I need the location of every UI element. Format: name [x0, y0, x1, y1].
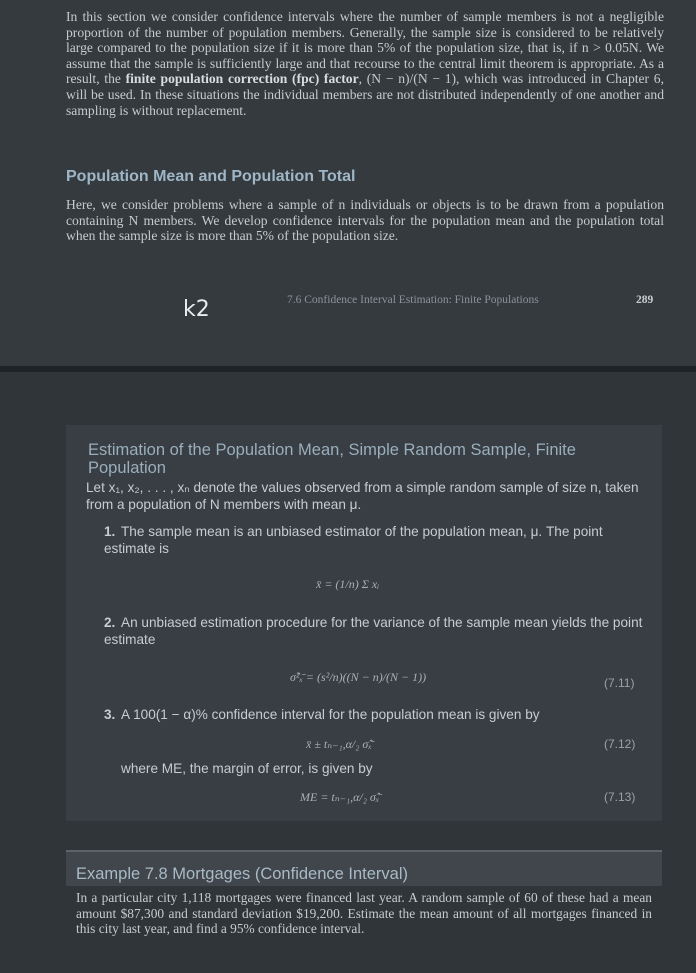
item-number: 3.	[104, 707, 116, 722]
equation-number: (7.13)	[604, 790, 636, 804]
example-title: Example 7.8 Mortgages (Confidence Interval)	[76, 865, 408, 883]
example-text: In a particular city 1,118 mortgages were financed last year. A random sample of 60 of these had a mean amount $87,300 and standard deviation $19,200. Estimate the mean amount of all mortgages financed in this city last year, and find a 95% confidence interval.	[76, 890, 652, 937]
formula-sample-mean: x̄ = (1/n) Σ xᵢ	[316, 577, 380, 591]
formula-margin-of-error: ME = tₙ₋₁,α/₂ σ̂ₓ̄	[300, 790, 380, 804]
item-text: A 100(1 − α)% confidence interval for the population mean is given by	[121, 707, 540, 722]
item-text: The sample mean is an unbiased estimator of the population mean, μ. The point estimate is	[104, 524, 603, 556]
formula-interval: x̄ ± tₙ₋₁,α/₂ σ̂ₓ̄	[306, 737, 372, 751]
running-head: 7.6 Confidence Interval Estimation: Finite Populations	[287, 294, 539, 306]
section-paragraph: Here, we consider problems where a sample of n individuals or objects is to be drawn from a population containing N members. We develop confidence intervals for the population mean and the population total when the sample size is more than 5% of the population size.	[66, 197, 664, 244]
box-title: Estimation of the Population Mean, Simple Random Sample, Finite Population	[88, 441, 576, 477]
where-text: where ME, the margin of error, is given by	[121, 761, 373, 776]
item-number: 2.	[104, 615, 116, 630]
equation-number: (7.11)	[604, 676, 635, 690]
list-item	[104, 614, 644, 648]
list-item	[104, 706, 644, 723]
section-heading: Population Mean and Population Total	[66, 168, 356, 185]
handwritten-annotation: k2	[183, 297, 210, 322]
item-text: An unbiased estimation procedure for the variance of the sample mean yields the point estimate	[104, 615, 643, 647]
item-number: 1.	[104, 524, 116, 539]
box-intro: Let x₁, x₂, . . . , xₙ denote the values observed from a simple random sample of size n, taken from a population of N members with mean μ.	[86, 480, 639, 512]
equation-number: (7.12)	[604, 737, 636, 751]
fpc-term: finite population correction (fpc) factor	[125, 71, 359, 87]
page-number: 289	[636, 294, 654, 306]
list-item	[104, 523, 644, 557]
intro-paragraph: In this section we consider confidence intervals where the number of sample members is not a negligible proportion of the number of population members. Generally, the sample size is considered to be relatively large compared to the population size if it is more than 5% of the population size, that is, if n > 0.05N. We assume that the sample is sufficiently large and that recourse to the central limit theorem is appropriate. As a result, the finite population correction (fpc) factor, (N − n)/(N − 1), which was introduced in Chapter 6, will be used. In these situations the individual members are not distributed independently of one another and sampling is without replacement.	[66, 9, 664, 118]
formula-variance: σ̂²ₓ̄ = (s²/n)((N − n)/(N − 1))	[290, 670, 427, 684]
